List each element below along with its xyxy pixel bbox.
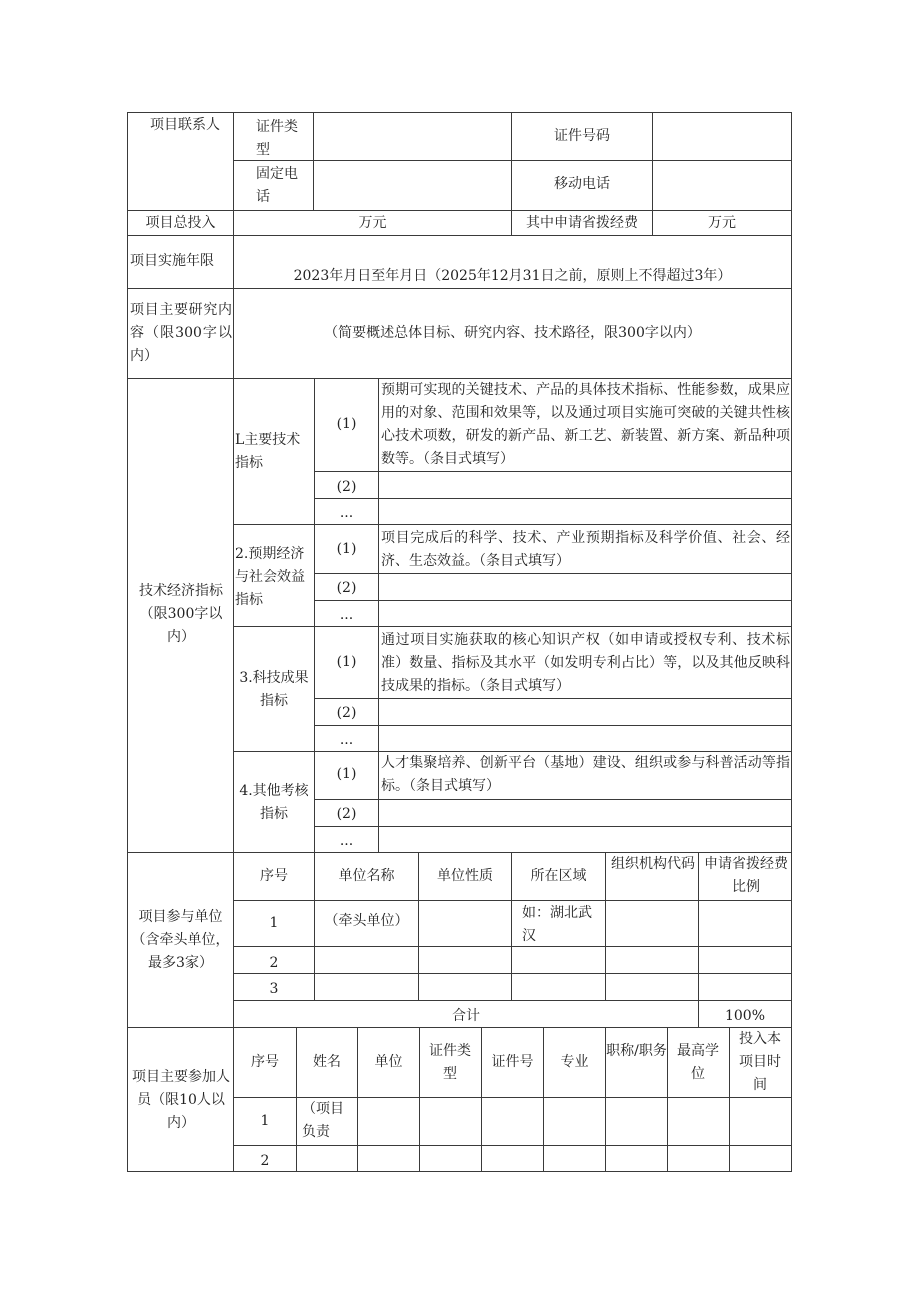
grid-line <box>233 946 791 947</box>
grid-line <box>481 1027 482 1171</box>
indicator-group-title: 2.预期经济与社会效益指标 <box>235 546 305 608</box>
grid-line <box>667 1027 668 1171</box>
implementation-period-label: 项目实施年限 <box>130 253 214 269</box>
landline-input[interactable] <box>314 161 511 210</box>
indicator-description[interactable]: 人才集聚培养、创新平台（基地）建设、组织或参与科普活动等指标。（条目式填写） <box>381 755 790 794</box>
research-content-label: 项目主要研究内容（限300字以内） <box>130 302 232 364</box>
units-total-label: 合计 <box>452 1008 480 1024</box>
indicator-item-dots: ... <box>339 732 354 748</box>
indicator-group-title: L主要技术指标 <box>235 432 301 471</box>
grid-line <box>127 112 128 1172</box>
indicator-item-number: (2) <box>336 580 357 596</box>
indicator-description[interactable]: 项目完成后的科学、技术、产业预期指标及科学价值、社会、经济、生态效益。（条目式填写） <box>381 530 790 569</box>
grid-line <box>357 1027 358 1171</box>
id-type-label: 证件类 型 <box>256 119 298 158</box>
id-number-label: 证件号码 <box>554 128 610 144</box>
units-header-org-code: 组织机构代码 <box>611 856 695 872</box>
grid-line <box>127 288 792 289</box>
grid-line <box>605 852 606 1000</box>
grid-line <box>543 1027 544 1171</box>
indicator-item-number: (1) <box>336 654 357 670</box>
grid-line <box>233 1145 791 1146</box>
participating-units-label: 项目参与单位（含牵头单位，最多3家） <box>131 909 230 971</box>
members-label: 项目主要参加人员（限10人以内） <box>132 1069 230 1131</box>
members-header-name: 姓名 <box>313 1054 341 1070</box>
grid-line <box>314 698 791 699</box>
indicator-item-number: (2) <box>336 806 357 822</box>
grid-line <box>296 1027 297 1171</box>
indicator-item-number: (2) <box>336 479 357 495</box>
members-header-degree: 最高学位 <box>677 1043 719 1082</box>
indicator-item-number: (2) <box>336 705 357 721</box>
indicator-description[interactable]: 通过项目实施获取的核心知识产权（如申请或授权专利、技术标准）数量、指标及其水平（如发明专利占比）等，以及其他反映科技成果的指标。（条目式填写） <box>381 632 790 694</box>
grid-line <box>233 973 791 974</box>
grid-line <box>127 235 792 236</box>
mobile-label: 移动电话 <box>554 176 610 192</box>
members-header-title: 职称/职务 <box>606 1043 667 1059</box>
members-row-name[interactable]: （项目负责 <box>302 1101 344 1140</box>
members-header-id-type: 证件类型 <box>429 1043 471 1082</box>
grid-line <box>314 725 791 726</box>
grid-line <box>419 1027 420 1171</box>
grid-line <box>791 112 792 1172</box>
grid-line <box>378 378 379 852</box>
units-header-funding-ratio: 申请省拨经费比例 <box>704 856 788 895</box>
research-content-hint[interactable]: （简要概述总体目标、研究内容、技术路径，限300字以内） <box>324 325 701 341</box>
units-row-region[interactable]: 如：湖北武汉 <box>522 905 592 944</box>
units-header-name: 单位名称 <box>338 868 395 884</box>
members-header-unit: 单位 <box>374 1054 403 1070</box>
id-number-input[interactable] <box>653 113 791 160</box>
grid-line <box>314 799 791 800</box>
mobile-input[interactable] <box>653 161 791 210</box>
indicator-item-dots: ... <box>339 505 354 521</box>
grid-line <box>314 600 791 601</box>
grid-line <box>314 826 791 827</box>
members-header-time: 投入本项目时间 <box>739 1031 781 1093</box>
grid-line <box>233 900 791 901</box>
contact-person-label: 项目联系人 <box>150 117 220 133</box>
id-type-input[interactable] <box>314 113 511 160</box>
units-total-value: 100% <box>724 1008 766 1024</box>
members-row-seq: 2 <box>260 1153 270 1169</box>
units-row-name[interactable]: （牵头单位） <box>324 913 409 929</box>
members-header-seq: 序号 <box>251 1054 279 1070</box>
grid-line <box>127 1171 792 1172</box>
indicator-group-title: 4.其他考核指标 <box>239 783 309 822</box>
units-header-region: 所在区域 <box>530 868 587 884</box>
members-row-seq: 1 <box>260 1113 270 1129</box>
indicator-group-title: 3.科技成果指标 <box>239 670 309 709</box>
grid-line <box>314 573 791 574</box>
indicator-item-dots: ... <box>339 833 354 849</box>
grid-line <box>314 498 791 499</box>
indicator-item-number: (1) <box>336 416 357 432</box>
members-header-id-number: 证件号 <box>491 1054 534 1070</box>
units-header-nature: 单位性质 <box>437 868 493 884</box>
total-investment-unit[interactable]: 万元 <box>358 215 387 231</box>
indicator-item-dots: ... <box>339 607 354 623</box>
units-row-seq: 3 <box>269 981 279 997</box>
units-row-seq: 1 <box>269 915 279 931</box>
implementation-period-text[interactable]: 2023年月日至年月日（2025年12月31日之前，原则上不得超过3年） <box>293 268 732 284</box>
grid-line <box>314 471 791 472</box>
indicator-description[interactable]: 预期可实现的关键技术、产品的具体技术指标、性能参数，成果应用的对象、范围和效果等，以及通过项目实施可突破的关键共性核心技术项数，研发的新产品、新工艺、新装置、新方案、新品种项数等。（条目式填写） <box>381 382 790 467</box>
landline-label: 固定电 话 <box>256 166 298 205</box>
provincial-funding-unit[interactable]: 万元 <box>708 215 736 231</box>
grid-line <box>698 852 699 1027</box>
total-investment-label: 项目总投入 <box>145 215 216 231</box>
grid-line <box>729 1027 730 1171</box>
tech-econ-label: 技术经济指标（限300字以内） <box>139 583 223 645</box>
units-header-seq: 序号 <box>260 868 288 884</box>
provincial-funding-label: 其中申请省拨经费 <box>526 215 638 231</box>
members-header-major: 专业 <box>560 1054 589 1070</box>
units-row-seq: 2 <box>269 955 279 971</box>
grid-line <box>127 210 792 211</box>
indicator-item-number: (1) <box>336 541 357 557</box>
grid-line <box>233 1000 791 1001</box>
indicator-item-number: (1) <box>336 766 357 782</box>
